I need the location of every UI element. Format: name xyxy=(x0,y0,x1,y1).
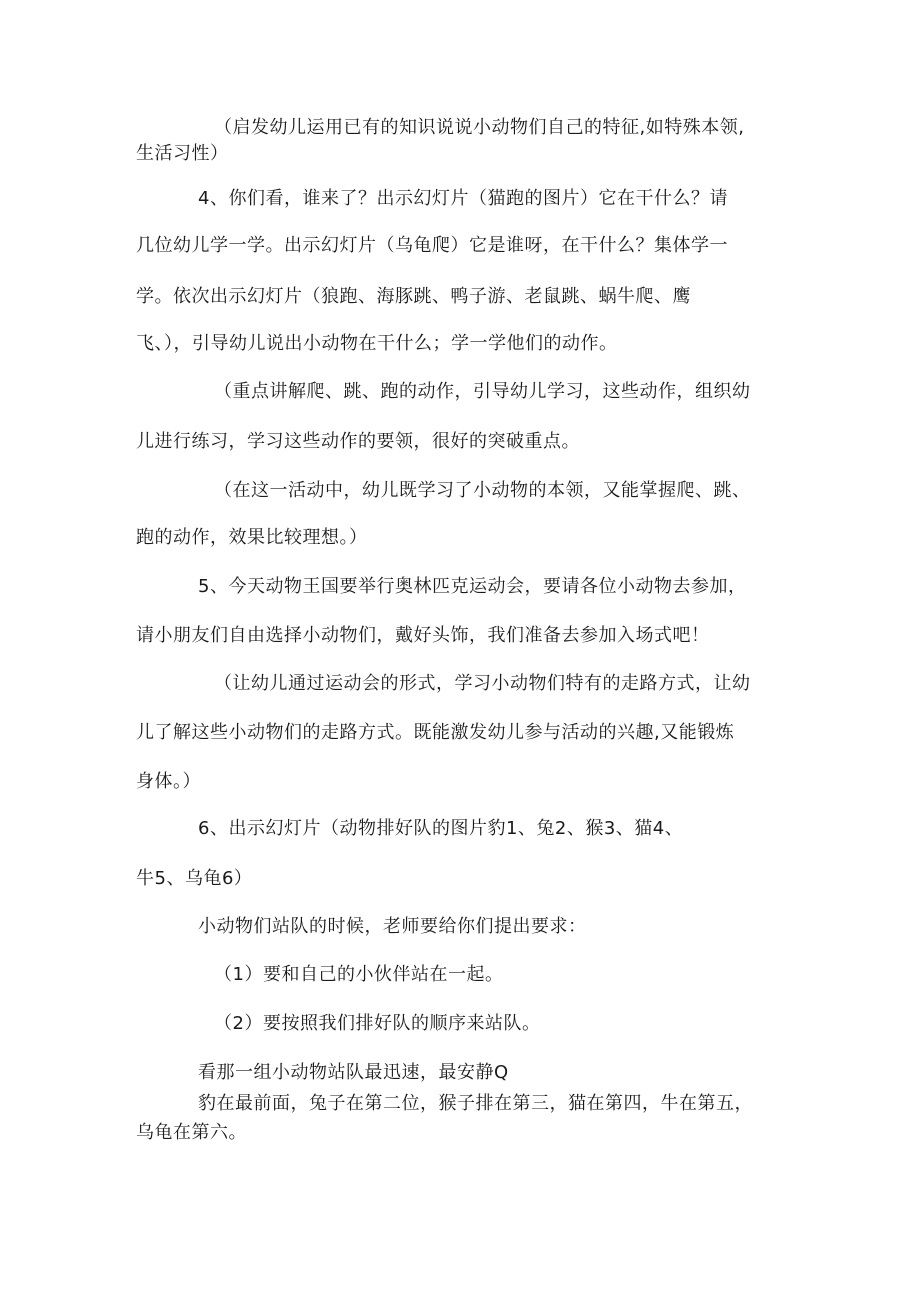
text-line: （在这一活动中，幼儿既学习了小动物的本领，又能掌握爬、跳、 xyxy=(214,480,751,501)
text-line: 飞、），引导幼儿说出小动物在干什么；学一学他们的动作。 xyxy=(136,333,618,354)
text-line: 儿了解这些小动物们的走路方式。既能激发幼儿参与活动的兴趣,又能锻炼 xyxy=(136,722,735,743)
text-line: 请小朋友们自由选择小动物们，戴好头饰，我们准备去参加入场式吧！ xyxy=(136,625,710,646)
text-line: 小动物们站队的时候，老师要给你们提出要求： xyxy=(198,916,587,937)
text-line: 几位幼儿学一学。出示幻灯片（乌龟爬）它是谁呀，在干什么？集体学一 xyxy=(136,235,728,256)
text-line: （1）要和自己的小伙伴站在一起。 xyxy=(214,964,504,985)
text-line: 乌龟在第六。 xyxy=(136,1122,247,1143)
text-line: 6、出示幻灯片（动物排好队的图片豹1、兔2、猴3、猫4、 xyxy=(198,818,684,839)
text-line: （2）要按照我们排好队的顺序来站队。 xyxy=(214,1013,541,1034)
text-line: （启发幼儿运用已有的知识说说小动物们自己的特征,如特殊本领, xyxy=(214,117,745,138)
text-line: 豹在最前面，兔子在第二位，猴子排在第三，猫在第四，牛在第五， xyxy=(198,1093,753,1114)
text-line: （重点讲解爬、跳、跑的动作，引导幼儿学习，这些动作，组织幼 xyxy=(214,381,751,402)
text-line: 5、今天动物王国要举行奥林匹克运动会，要请各位小动物去参加， xyxy=(198,576,747,597)
text-line: 生活习性） xyxy=(136,143,229,164)
text-line: 身体。） xyxy=(136,771,201,792)
text-line: 学。依次出示幻灯片（狼跑、海豚跳、鸭子游、老鼠跳、蜗牛爬、鹰 xyxy=(136,286,691,307)
text-line: 4、你们看，谁来了？出示幻灯片（猫跑的图片）它在干什么？请 xyxy=(198,188,728,209)
text-line: 跑的动作，效果比较理想。） xyxy=(136,527,368,548)
text-line: 儿进行练习，学习这些动作的要领，很好的突破重点。 xyxy=(136,431,580,452)
text-line: 看那一组小动物站队最迅速，最安静Q xyxy=(198,1062,509,1083)
text-line: 牛5、乌龟6） xyxy=(136,868,253,889)
text-line: （让幼儿通过运动会的形式，学习小动物们特有的走路方式，让幼 xyxy=(214,673,751,694)
